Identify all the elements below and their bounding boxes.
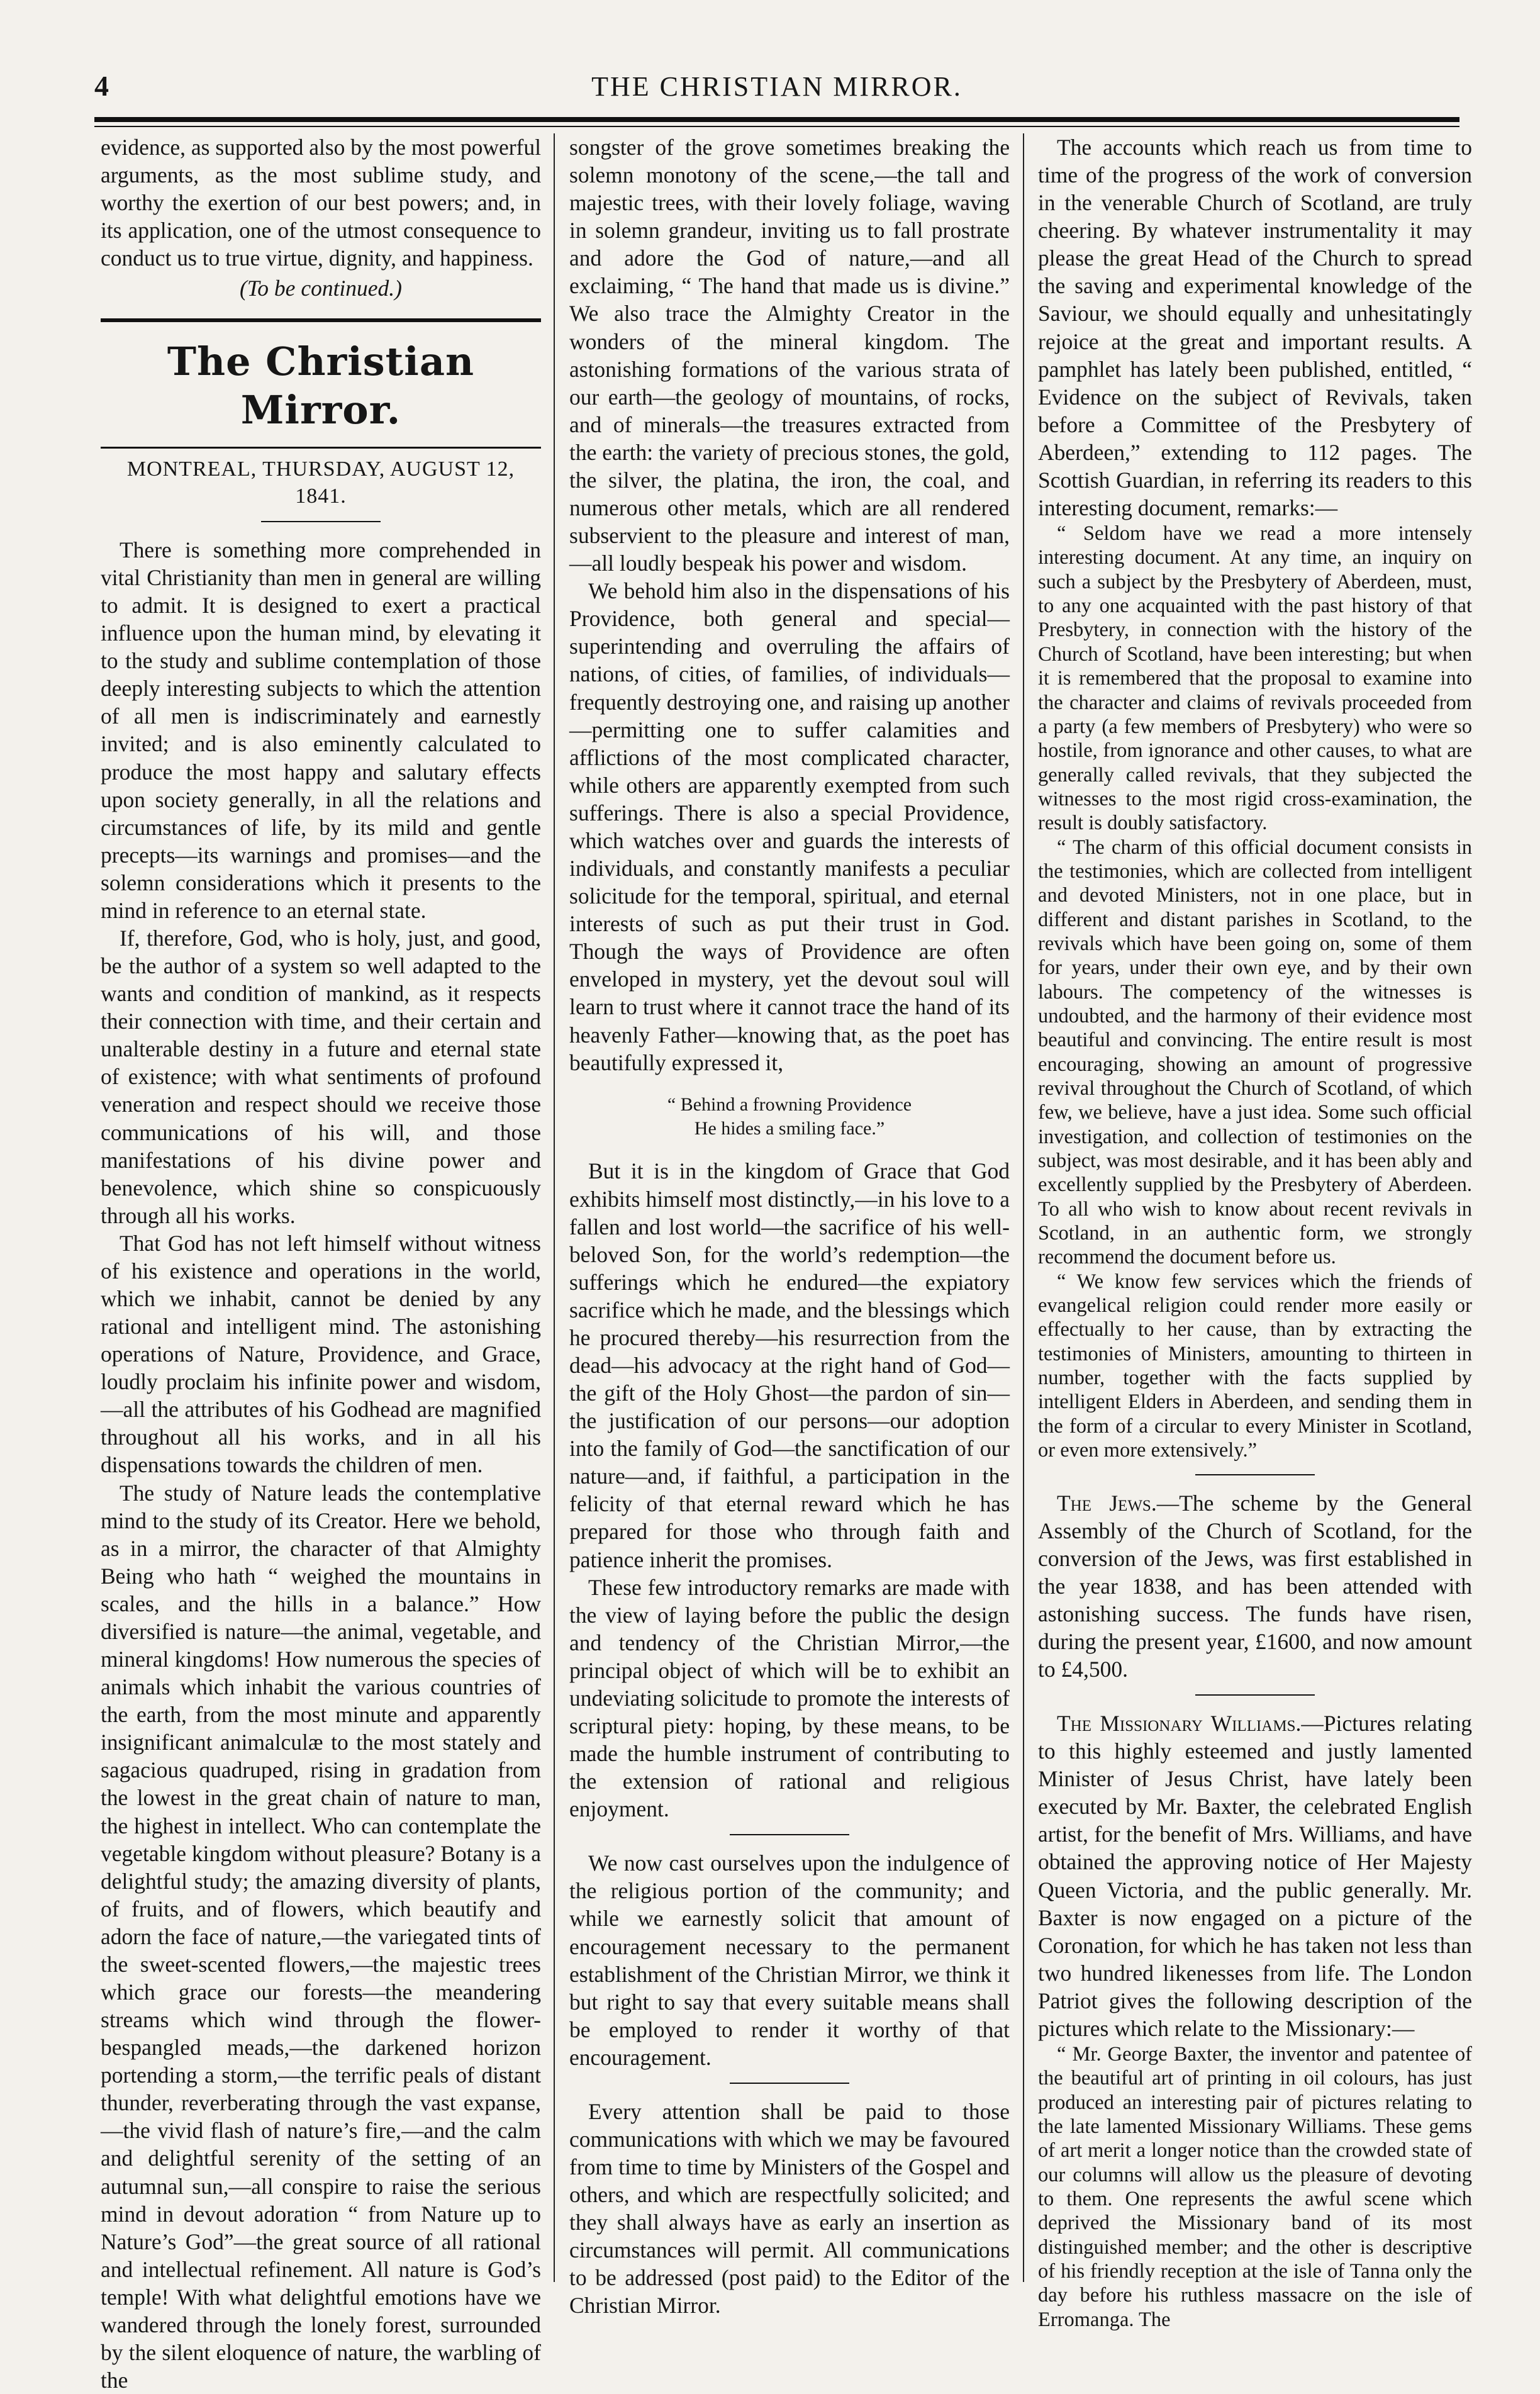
news-paragraph: The accounts which reach us from time to time of the progress of the work of conversion in the venerable Church of Scotland, are truly cheering. By whatever instrumentality it may please the great Head of the Church to spread the saving and experimental knowledge of the Saviour, we should equally and unhesitatingly rejoice at the great and important results. A pamphlet has lately been published, entitled, “ Evidence on the subject of Revivals, taken before a Committee of the Presbytery of Aberdeen,” extending to 112 pages. The Scottish Guardian, in referring its readers to this interesting document, remarks:— [1038,135,1472,521]
editorial-paragraph: We behold him also in the dispensations of his Providence, both general and special—superintending and overruling the affairs of nations, of cities, of families, of individuals—frequently destroying one, and raising up another—permitting one to suffer calamities and afflictions of the most complicated character, while others are apparently exempted from such sufferings. There is also a special Providence, which watches over and guards the interests of individuals, and constantly manifests a peculiar solicitude for the temporal, spiritual, and eternal interests of such as put their trust in God. Though the ways of Providence are often enveloped in mystery, yet the devout soul will learn to trust where it cannot trace the hand of its heavenly Father—knowing that, as the poet has beautifully expressed it, [569,578,1010,1075]
poem-line: He hides a smiling face.” [694,1118,885,1139]
divider [1195,1474,1315,1475]
quoted-paragraph: “ Mr. George Baxter, the inventor and patentee of the beautiful art of printing in oil colours, has just produced an interesting pair of pictures relating to the late lamented Missionary Williams. These gems of art merit a longer notice than the crowded state of our columns will allow us the pleasure of devoting to them. One represents the awful scene which deprived the Missionary band of its most distinguished member; and the other is descriptive of his friendly reception at the isle of Tanna only the day before his ruthless massacre on the isle of Erromanga. The [1038,2042,1472,2331]
news-body: —The scheme by the General Assembly of the Church of Scotland, for the conversion of the Jews, was first established in the year 1838, and has been attended with astonishing success. The funds have risen, during the present year, £1600, and now amount to £4,500. [1038,1490,1472,1682]
column-2 [569,133,1010,2320]
column-1 [101,133,541,2394]
editorial-paragraph: That God has not left himself without witness of his existence and operations in the world, which we inhabit, cannot be denied by any rational and intelligent mind. The astonishing operations of Nature, Providence, and Grace, loudly proclaim his infinite power and wisdom,—all the attributes of his Godhead are magnified throughout all his works, and in all his dispensations towards the children of men. [101,1230,541,1478]
column-3 [1038,133,1472,2332]
editorial-paragraph: If, therefore, God, who is holy, just, and good, be the author of a system so well adapted to the wants and condition of mankind, as it respects their connection with time, and their certain and unalterable destiny in a future and eternal state of existence; with what sentiments of profound veneration and respect should we receive those communications of his will, and those manifestations of his divine power and benevolence, which shine so conspicuously through all his works. [101,926,541,1228]
page-header [94,69,1459,107]
poem-quote [569,1093,1010,1141]
editorial-paragraph: The study of Nature leads the contemplative mind to the study of its Creator. Here we behold, as in a mirror, the character of that Almighty Being who hath “ weighed the mountains in scales, and the hills in a balance.” How diversified is nature—the animal, vegetable, and mineral kingdoms! How numerous the species of animals which inhabit the various countries of the earth, from the most minute and apparently insignificant animalculæ to the most stately and sagacious quadruped, rising in gradation from the lowest in the great chain of nature to man, the highest in intellect. Who can contemplate the vegetable kingdom without pleasure? Botany is a delightful study; the amazing diversity of plants, of fruits, and of flowers, which beautify and adorn the face of nature,—the variegated tints of the sweet-scented flowers,—the majestic trees which grace our forests—the meandering streams which wind through the flower-bespangled meads,—the darkened horizon portending a storm,—the terrific peals of distant thunder, reverberating through the vast expanse,—the vivid flash of nature’s fire,—and the calm and delightful serenity of the setting of an autumnal sun,—all conspire to raise the serious mind in devout adoration “ from Nature up to Nature’s God”—the great source of all rational and intellectual refinement. All nature is God’s temple! With what delightful emotions have we wandered through the lonely forest, surrounded by the silent eloquence of nature, the warbling of the [101,1480,541,2393]
masthead-title: The Christian Mirror. [167,338,475,433]
news-body: —Pictures relating to this highly esteemed and justly lamented Minister of Jesus Christ, have lately been executed by Mr. Baxter, the celebrated English artist, for the benefit of Mrs. Williams, and have obtained the approving notice of Her Majesty Queen Victoria, and the public generally. Mr. Baxter is now engaged on a picture of the Coronation, for which he has taken not less than two hundred likenesses from life. The London Patriot gives the following description of the pictures which relate to the Missionary:— [1038,1711,1472,2041]
divider [730,1834,849,1835]
page-number: 4 [94,70,109,102]
news-heading: The Jews. [1057,1490,1157,1516]
quoted-paragraph: “ Seldom have we read a more intensely interesting document. At any time, an inquiry on such a subject by the Presbytery of Aberdeen, must, to any one acquainted with the past history of that Presbytery, in connection with the history of the Church of Scotland, have been interesting; but when it is remembered that the proposal to examine into the character and claims of revivals proceeded from a party (a few members of Presbytery) who were so hostile, from ignorance and other causes, to what are generally called revivals, that they subjected the witnesses to the most rigid cross-examination, the result is doubly satisfactory. [1038,522,1472,835]
divider [1195,1694,1315,1696]
dateline: MONTREAL, THURSDAY, AUGUST 12, 1841. [126,457,515,508]
quoted-paragraph: “ The charm of this official document consists in the testimonies, which are collected from intelligent and devoted Ministers, not in one place, but in different and distant parishes in Scotland, to the revivals which have been going on, some of them for years, under their own eye, and by their own labours. The competency of the witnesses is undoubted, and the harmony of their evidence most beautiful and convincing. The entire result is most encouraging, showing an amount of progressive revival throughout the Church of Scotland, of which few, we believe, have a just idea. Some such official investigation, and collection of testimonies on the subject, was most desirable, and it has been ably and excellently supplied by the Presbytery of Aberdeen. To all who wish to know about recent revivals in Scotland, in an authentic form, we strongly recommend the document before us. [1038,836,1472,1269]
editorial-paragraph: But it is in the kingdom of Grace that God exhibits himself most distinctly,—in his love to a fallen and lost world—the sacrifice of his well-beloved Son, for the world’s redemption—the sufferings which he endured—the expiatory sacrifice which he made, and the blessings which he procured thereby—his resurrection from the dead—his advocacy at the right hand of God—the gift of the Holy Ghost—the pardon of sin—the justification of our persons—our adoption into the family of God—the sanctification of our nature—and, if faithful, a participation in the felicity of that eternal reward which he has prepared for those who through faith and patience inherit the promises. [569,1158,1010,1572]
header-rule-thin [94,126,1459,127]
editorial-paragraph: We now cast ourselves upon the indulgence of the religious portion of the community; and while we earnestly solicit that amount of encouragement necessary to the permanent establishment of the Christian Mirror, we think it but right to say that every suitable means shall be employed to render it worthy of that encouragement. [569,1850,1010,2070]
editorial-paragraph: These few introductory remarks are made with the view of laying before the public the design and tendency of the Christian Mirror,—the principal object of which will be to exhibit an undeviating solicitude to promote the interests of scriptural piety: hoping, by these means, to be made the humble instrument of contributing to the extension of rational and religious enjoyment. [569,1574,1010,1822]
to-be-continued-note: (To be continued.) [240,276,402,301]
divider [261,521,381,522]
article-continuation: evidence, as supported also by the most powerful arguments, as the most sublime study, and worthy the exertion of our best powers; and, in its application, one of the utmost consequence to conduct us to true virtue, dignity, and happiness. [101,135,541,271]
poem-line: “ Behind a frowning Providence [667,1094,912,1115]
column-divider [554,133,555,2282]
news-item-williams [1038,1709,1472,2042]
newspaper-title: THE CHRISTIAN MIRROR. [591,71,962,102]
editorial-paragraph: There is something more comprehended in vital Christianity than men in general are willing to admit. It is designed to exert a practical influence upon the human mind, by elevating it to the study and sublime contemplation of those deeply interesting subjects to which the attention of all men is indiscriminately and earnestly invited; and is also eminently calculated to produce the most happy and salutary effects upon society generally, in all the relations and circumstances of life, by its mild and gentle precepts—its warnings and promises—and the solemn considerations which it presents to the mind in reference to an eternal state. [101,537,541,923]
news-heading: The Missionary Williams. [1057,1711,1302,1737]
divider [730,2083,849,2084]
header-rule [94,117,1459,122]
column-divider [1023,133,1024,2282]
editorial-paragraph: Every attention shall be paid to those communications with which we may be favoured from time to time by Ministers of the Gospel and others, and which are respectfully solicited; and they shall always have as early an insertion as circumstances will permit. All communications to be addressed (post paid) to the Editor of the Christian Mirror. [569,2098,1010,2318]
news-item-jews [1038,1489,1472,1684]
masthead [101,318,541,449]
editorial-paragraph: songster of the grove sometimes breaking the solemn monotony of the scene,—the tall and majestic trees, with their lovely foliage, waving in solemn grandeur, inviting us to fall prostrate and adore the God of nature,—and all exclaiming, “ The hand that made us is divine.” We also trace the Almighty Creator in the wonders of the mineral kingdom. The astonishing formations of the various strata of our earth—the geology of mountains, of rocks, and of minerals—the treasures extracted from the earth: the variety of precious stones, the gold, the silver, the platina, the iron, the coal, and numerous other metals, which are all rendered subservient to the pleasure and interest of man,—all loudly bespeak his power and wisdom. [569,135,1010,576]
quoted-paragraph: “ We know few services which the friends of evangelical religion could render more easily or effectually to her cause, than by extracting the testimonies of Ministers, amounting to thirteen in number, together with the facts supplied by intelligent Elders in Aberdeen, and sending them in the form of a circular to every Minister in Scotland, or even more extensively.” [1038,1270,1472,1462]
